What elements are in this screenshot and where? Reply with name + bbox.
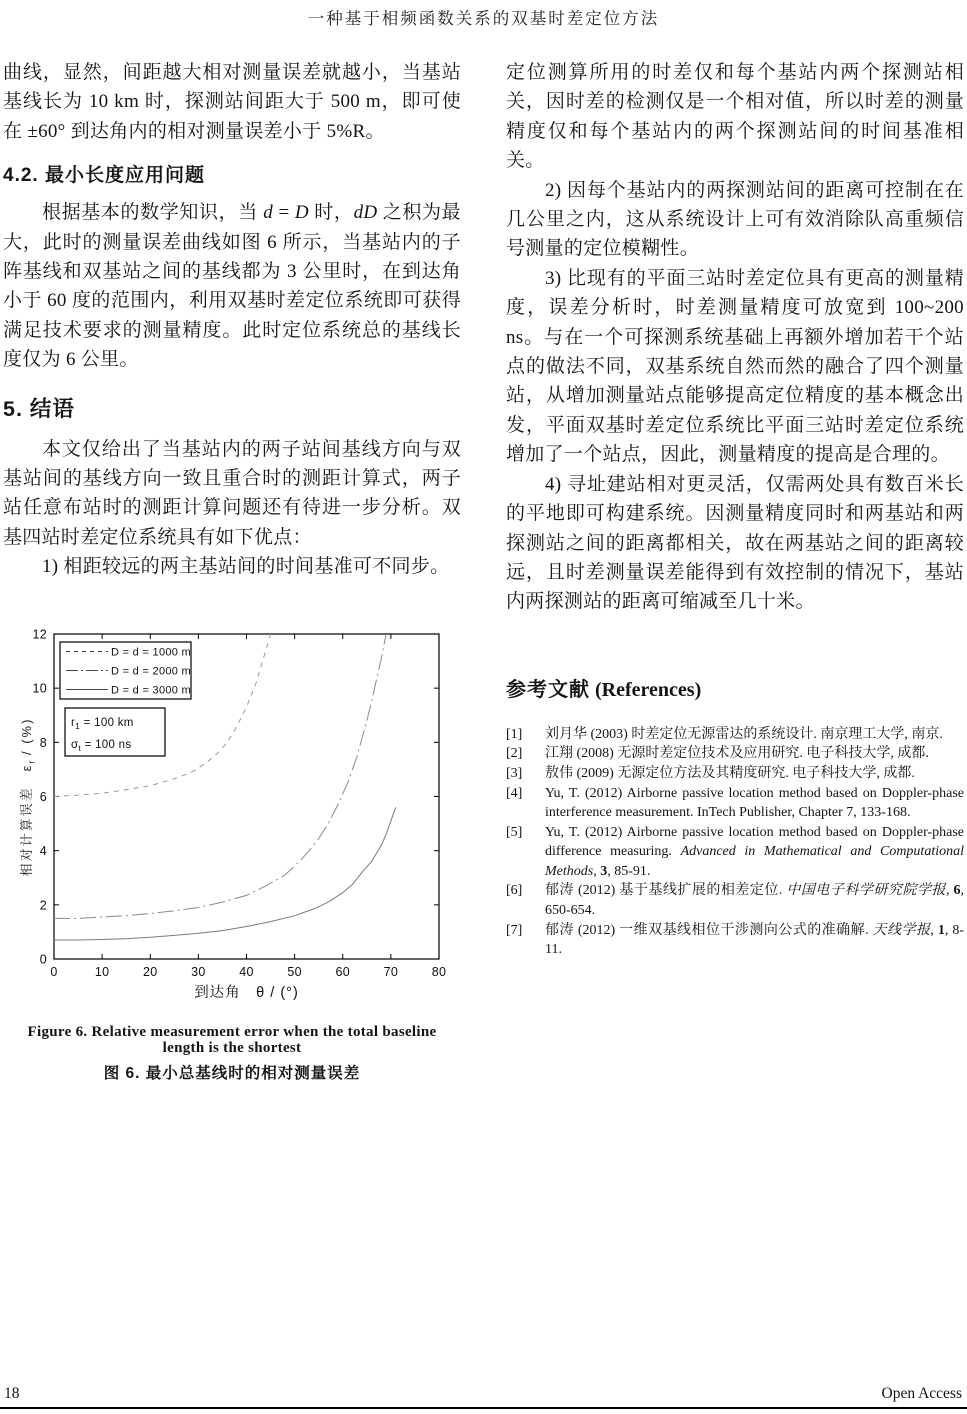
section-4-2-paragraph: [3, 198, 461, 374]
text-segment: 郁涛 (2012) 一维双基线相位干涉测向公式的准确解.: [545, 922, 873, 938]
y-tick-label: 12: [32, 627, 47, 642]
plot-frame: [54, 634, 439, 959]
reference-item: [506, 764, 964, 784]
series-line-2: [54, 634, 386, 918]
text-segment: 3: [600, 863, 608, 879]
legend-label-3: D = d = 3000 m: [111, 684, 192, 697]
text-segment: 敖伟 (2009) 无源定位方法及其精度研究. 电子科技大学, 成都.: [545, 765, 915, 781]
reference-item: [506, 784, 964, 823]
text-segment: ,: [930, 922, 938, 938]
figure6-block: [3, 626, 461, 1016]
references-list: [506, 725, 964, 960]
reference-item: [506, 725, 964, 745]
figure-caption-en-line2: length is the shortest: [162, 1039, 302, 1056]
text-segment: 1: [937, 922, 945, 938]
text-segment: 根据基本的数学知识，当: [41, 202, 264, 224]
bottom-rule: [0, 1407, 967, 1409]
y-axis-label-subscript: r: [26, 760, 37, 764]
x-tick-label: 10: [94, 964, 110, 979]
reference-text: [545, 764, 964, 784]
text-segment: Advanced in Mathematical and Computational Methods: [545, 844, 964, 879]
text-segment: d: [263, 202, 274, 224]
y-axis-label: [12, 717, 47, 876]
left-column: [3, 58, 461, 1088]
right-column: [506, 58, 964, 960]
legend-label-1: D = d = 1000 m: [111, 646, 192, 659]
reference-number: [6]: [506, 883, 523, 899]
x-tick-label: 30: [191, 964, 206, 979]
text-segment: 江翔 (2008) 无源时差定位技术及应用研究. 电子科技大学, 成都.: [545, 746, 929, 762]
text-segment: 郁涛 (2012) 基于基线扩展的相差定位.: [545, 883, 787, 899]
x-tick-label: 70: [383, 964, 399, 979]
text-segment: ,: [946, 883, 954, 899]
x-tick-label: 50: [287, 964, 302, 979]
y-tick-label: 8: [39, 735, 47, 750]
reference-number: [4]: [506, 785, 523, 801]
legend-label-2: D = d = 2000 m: [111, 665, 192, 678]
reference-text: [545, 823, 964, 882]
reference-number: [5]: [506, 824, 523, 840]
text-segment: ,: [593, 863, 601, 879]
x-axis-label: 到达角 θ / (°): [194, 984, 299, 1001]
y-tick-label: 6: [39, 789, 47, 804]
reference-text: [545, 725, 964, 745]
reference-number: [1]: [506, 726, 523, 742]
figure6-chart: [19, 626, 453, 1008]
series-line-3: [54, 807, 396, 940]
reference-text: [545, 744, 964, 764]
y-tick-label: 4: [39, 843, 47, 858]
text-segment: 中国电子科学研究院学报: [786, 883, 946, 899]
y-axis-label-zh: 相对计算误差: [19, 771, 34, 877]
figure-caption-zh: 图 6. 最小总基线时的相对测量误差: [103, 1064, 361, 1082]
text-segment: 刘月华 (2003) 时差定位无源雷达的系统设计. 南京理工大学, 南京.: [545, 726, 943, 742]
x-tick-label: 60: [335, 964, 351, 979]
y-tick-label: 2: [39, 898, 47, 913]
figure-caption-en-line1: Figure 6. Relative measurement error when the total baseline: [27, 1023, 437, 1040]
reference-item: [506, 823, 964, 882]
text-segment: D: [294, 202, 309, 224]
advantage-item-3: 3) 比现有的平面三站时差定位具有更高的测量精度，误差分析时，时差测量精度可放宽到 100~200 ns。与在一个可探测系统基础上再额外增加若干个站点的做法不同，双基系统自然而然的融合了四个测量站，从增加测量站点能够提高定位精度的基本概念出发，平面双基时差定位系统比平面三站时差定位系统增加了一个站点，因此，测量精度的提高是合理的。: [506, 267, 964, 466]
y-axis-label-symbol: ε: [19, 763, 34, 772]
text-segment: 之积为最大，此时的测量误差曲线如图 6 所示，当基站内的子阵基线和双基站之间的基线都为 3 公里时，在到达角小于 60 度的范围内，利用双基时差定位系统即可获得满足技术要求的测量精度。此时定位系统总的基线长度仅为 6 公里。: [3, 202, 461, 371]
reference-text: [545, 881, 964, 920]
params-text-1: $r_1 = 100$ km: [71, 716, 134, 731]
params-text-2: $\sigma_t = 100$ ns: [71, 738, 132, 753]
text-segment: , 85-91.: [607, 863, 651, 879]
text-segment: Yu, T. (2012) Airborne passive location method based on Doppler-phase difference measuring.: [545, 824, 964, 860]
text-segment: Yu, T. (2012) Airborne passive location method based on Doppler-phase interference measurement. InTech Publisher, Chapter 7, 133-168.: [545, 785, 964, 821]
y-tick-label: 0: [39, 952, 47, 967]
open-access-label: Open Access: [881, 1385, 962, 1402]
conclusion-paragraph: 本文仅给出了当基站内的两子站间基线方向与双基站间的基线方向一致且重合时的测距计算式，两子站任意布站时的测距计算问题还有待进一步分析。双基四站时差定位系统具有如下优点：: [3, 438, 461, 548]
x-tick-label: 0: [50, 964, 58, 979]
x-tick-label: 80: [431, 964, 447, 979]
paragraph-continuation-right: 定位测算所用的时差仅和每个基站内两个探测站相关，因时差的检测仅是一个相对值，所以时差的测量精度仅和每个基站内的两个探测站间的时间基准相关。: [506, 62, 964, 172]
references-heading-zh: 参考文献: [506, 678, 590, 701]
y-axis-label-unit: / (%): [19, 717, 34, 761]
advantage-item-2: 2) 因每个基站内的两探测站间的距离可控制在在几公里之内，这从系统设计上可有效消除队高重频信号测量的定位模糊性。: [506, 179, 964, 260]
reference-text: [545, 784, 964, 823]
text-segment: , 650-654.: [545, 883, 965, 919]
figure6-caption: [3, 1024, 461, 1088]
text-segment: =: [273, 202, 295, 224]
section-heading-5: 5. 结语: [3, 396, 75, 421]
reference-item: [506, 744, 964, 764]
text-segment: dD: [353, 202, 378, 224]
text-segment: , 8-11.: [545, 922, 965, 958]
text-segment: 时，: [308, 202, 354, 224]
advantage-item-1: 1) 相距较远的两主基站间的时间基准可不同步。: [41, 556, 450, 578]
x-tick-label: 20: [142, 964, 158, 979]
references-heading-en: (References): [590, 678, 702, 701]
paragraph-continuation-left: 曲线，显然，间距越大相对测量误差就越小，当基站基线长为 10 km 时，探测站间距大于 500 m，即可使在 ±60° 到达角内的相对测量误差小于 5%R。: [3, 62, 461, 142]
page-header-title: 一种基于相频函数关系的双基时差定位方法: [307, 9, 660, 28]
references-heading: [506, 677, 964, 703]
reference-item: [506, 921, 964, 960]
text-segment: 天线学报: [872, 922, 931, 938]
x-tick-label: 40: [239, 964, 254, 979]
reference-item: [506, 881, 964, 920]
section-heading-4-2: 4.2. 最小长度应用问题: [3, 165, 205, 187]
reference-number: [7]: [506, 922, 523, 938]
page-number: 18: [4, 1385, 20, 1402]
reference-number: [2]: [506, 746, 523, 762]
y-tick-label: 10: [32, 681, 47, 696]
advantage-item-4: 4) 寻址建站相对更灵活，仅需两处具有数百米长的平地即可构建系统。因测量精度同时和两基站和两探测站之间的距离都相关，故在两基站之间的距离较远，且时差测量误差能得到有效控制的情况下，基站内两探测站的距离可缩减至几十米。: [506, 473, 964, 613]
reference-text: [545, 921, 964, 960]
text-segment: 6: [953, 883, 961, 899]
reference-number: [3]: [506, 765, 523, 781]
